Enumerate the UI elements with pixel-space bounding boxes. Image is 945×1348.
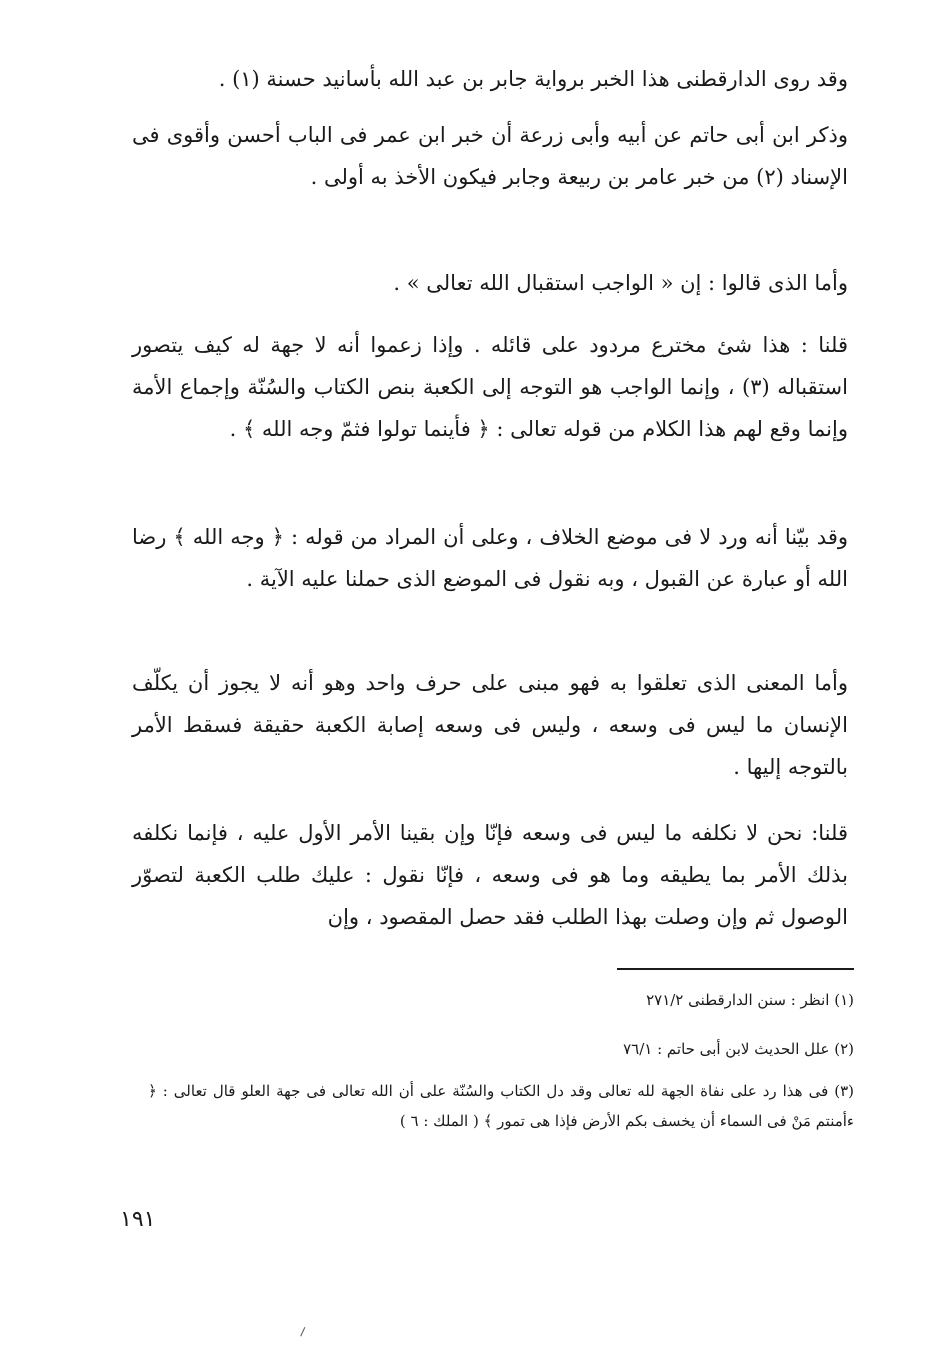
page-number: ١٩١ [120, 1207, 156, 1232]
scan-mark [300, 1327, 311, 1339]
paragraph-3: وأما الذى قالوا : إن « الواجب استقبال الله تعالى » . [393, 271, 848, 295]
paragraph-1: وقد روى الدارقطنى هذا الخبر برواية جابر بن عبد الله بأسانيد حسنة (١) . [218, 67, 848, 91]
paragraph-6: وأما المعنى الذى تعلقوا به فهو مبنى على حرف واحد وهو أنه لا يجوز أن يكلّف الإنسان ما ليس فى وسعه ، وليس فى وسعه إصابة الكعبة حقيقة فسقط الأمر بالتوجه إليها . [132, 671, 848, 779]
footnote-2: (٢) علل الحديث لابن أبى حاتم : ٧٦/١ [623, 1040, 854, 1058]
paragraph-4: قلنا : هذا شئ مخترع مردود على قائله . وإذا زعموا أنه لا جهة له كيف يتصور استقباله (٣) ، وإنما الواجب هو التوجه إلى الكعبة بنص الكتاب والسُنّة وإجماع الأمة وإنما وقع لهم هذا الكلام من قوله تعالى : ﴿ فأينما تولوا فثمّ وجه الله ﴾ . [132, 333, 848, 441]
footnote-3: (٣) فى هذا رد على نفاة الجهة لله تعالى وقد دل الكتاب والسُنّة على أن الله تعالى فى جهة العلو قال تعالى : ﴿ ءأمنتم مَنْ فى السماء أن يخسف بكم الأرض فإذا هى تمور ﴾ ( الملك : ٦ ) [148, 1082, 854, 1130]
footnote-1: (١) انظر : سنن الدارقطنى ٢٧١/٢ [646, 991, 854, 1009]
paragraph-5: وقد بيّنا أنه ورد لا فى موضع الخلاف ، وعلى أن المراد من قوله : ﴿ وجه الله ﴾ رضا الله أو عبارة عن القبول ، وبه نقول فى الموضع الذى حملنا عليه الآية . [132, 525, 848, 591]
footnote-divider [617, 968, 854, 970]
paragraph-2: وذكر ابن أبى حاتم عن أبيه وأبى زرعة أن خبر ابن عمر فى الباب أحسن وأقوى فى الإسناد (٢) من خبر عامر بن ربيعة وجابر فيكون الأخذ به أولى . [132, 123, 848, 189]
paragraph-7: قلنا: نحن لا نكلفه ما ليس فى وسعه فإنّا وإن بقينا الأمر الأول عليه ، فإنما نكلفه بذلك الأمر بما يطيقه وما هو فى وسعه ، فإنّا نقول : عليك طلب الكعبة لتصوّر الوصول ثم وإن وصلت بهذا الطلب فقد حصل المقصود ، وإن [132, 821, 848, 929]
